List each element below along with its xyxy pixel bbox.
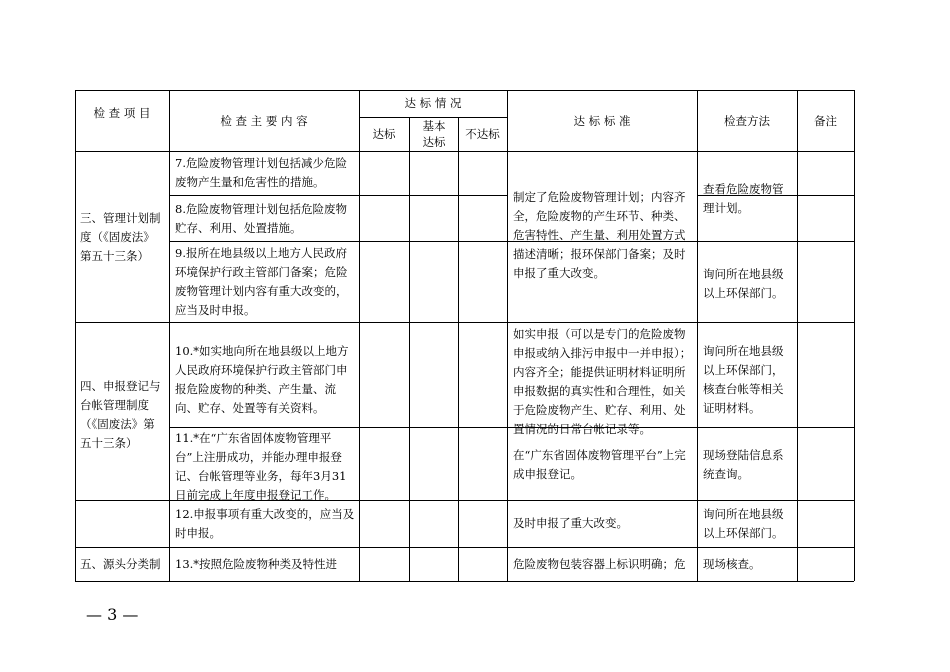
table-rule xyxy=(75,322,854,323)
table-rule xyxy=(75,547,854,548)
table-rule xyxy=(409,117,410,581)
header-content: 检 查 主 要 内 容 xyxy=(220,114,308,128)
method-6: 现场核查。 xyxy=(703,557,761,571)
table-rule xyxy=(797,90,798,581)
header-standard: 达 标 标 准 xyxy=(573,114,631,128)
standard-s5: 危险废物包装容器上标识明确；危 xyxy=(513,557,686,571)
table-rule xyxy=(854,90,855,581)
table-rule xyxy=(697,90,698,581)
content-row-7: 7.危险废物管理计划包括减少危险废物产生量和危害性的措施。 xyxy=(175,156,347,189)
table-rule xyxy=(507,90,508,581)
section-title: 五、源头分类制 xyxy=(80,557,161,571)
table-rule xyxy=(75,90,76,581)
content-row-12: 12.申报事项有重大改变的，应当及时申报。 xyxy=(175,507,355,540)
header-status-basic: 基本达标 xyxy=(422,119,446,149)
table-rule xyxy=(169,195,507,196)
table-rule xyxy=(169,427,854,428)
method-1: 查看危险废物管理计划。 xyxy=(703,182,784,215)
header-status: 达 标 情 况 xyxy=(404,96,462,110)
content-row-13: 13.*按照危险废物种类及特性进 xyxy=(175,557,338,571)
content-row-9: 9.报所在地县级以上地方人民政府环境保护行政主管部门备案；危险废物管理计划内容有重大改变的，应当及时申报。 xyxy=(175,246,348,317)
content-row-10: 10.*如实地向所在地县级以上地方人民政府环境保护行政主管部门申报危险废物的种类、产生量、流向、贮存、处置等有关资料。 xyxy=(175,344,349,415)
page-number: — 3 — xyxy=(86,605,139,624)
content-row-11: 11.*在“广东省固体废物管理平台”上注册成功，并能办理申报登记、台帐管理等业务，每年3月31日前完成上年度申报登记工作。 xyxy=(175,431,347,502)
table-rule xyxy=(75,151,854,152)
table-rule xyxy=(458,117,459,581)
table-rule xyxy=(169,90,170,581)
standard-s4c: 及时申报了重大改变。 xyxy=(513,516,628,530)
method-4: 现场登陆信息系统查询。 xyxy=(703,448,784,481)
method-3: 询问所在地县级以上环保部门，核查台帐等相关证明材料。 xyxy=(703,344,784,415)
method-2: 询问所在地县级以上环保部门。 xyxy=(703,267,784,300)
header-remark: 备注 xyxy=(814,114,837,128)
section-title: 三、管理计划制度（《固废法》第五十三条） xyxy=(80,211,161,263)
standard-s3: 制定了危险废物管理计划；内容齐全，危险废物的产生环节、种类、危害特性、产生量、利用处置方式描述清晰；报环保部门备案；及时申报了重大改变。 xyxy=(513,190,686,280)
table-rule xyxy=(359,90,360,581)
header-method: 检查方法 xyxy=(724,114,770,128)
section-title: 四、申报登记与台帐管理制度（《固废法》第五十三条） xyxy=(80,379,161,450)
header-status-fail: 不达标 xyxy=(465,127,500,141)
standard-s4b: 在“广东省固体废物管理平台”上完成申报登记。 xyxy=(513,448,686,481)
table-rule xyxy=(169,241,854,242)
header-status-pass: 达标 xyxy=(372,127,396,141)
table-rule xyxy=(75,90,854,91)
standard-s4a: 如实申报（可以是专门的危险废物申报或纳入排污申报中一并申报）；内容齐全；能提供证明材料证明所申报数据的真实性和合理性，如关于危险废物产生、贮存、利用、处置情况的日常台帐记录等。 xyxy=(513,327,692,436)
method-5: 询问所在地县级以上环保部门。 xyxy=(703,507,784,540)
content-row-8: 8.危险废物管理计划包括危险废物贮存、利用、处置措施。 xyxy=(175,202,347,235)
table-rule xyxy=(75,581,854,582)
header-item: 检 查 项 目 xyxy=(93,106,151,120)
